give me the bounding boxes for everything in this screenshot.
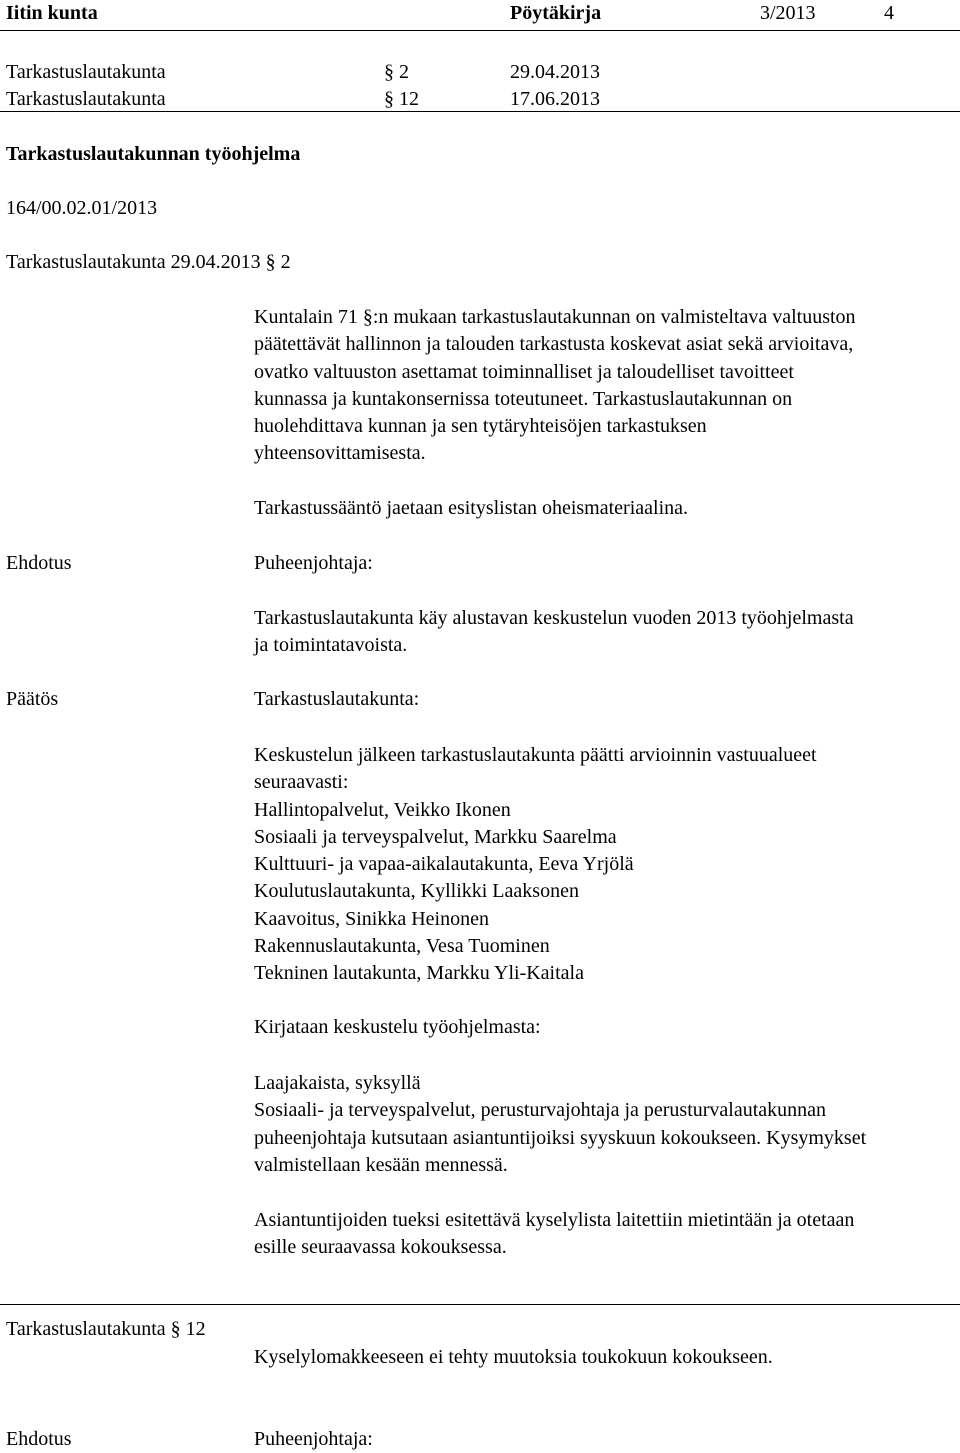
reference-section: § 12 (384, 88, 419, 110)
responsibility-item: Hallintopalvelut, Veikko Ikonen (254, 798, 511, 821)
survey-line: Asiantuntijoiden tueksi esitettävä kyselylista laitettiin mietintään ja otetaan (254, 1209, 855, 1231)
recorded-line: puheenjohtaja kutsutaan asiantuntijoiksi syyskuun kokoukseen. Kysymykset (254, 1126, 867, 1149)
decision-label: Päätös (6, 688, 59, 710)
decision-speaker: Tarkastuslautakunta: (254, 688, 420, 710)
paragraph-line: yhteensovittamisesta. (254, 442, 426, 465)
decision-line: Keskustelun jälkeen tarkastuslautakunta päätti arvioinnin vastuualueet (254, 744, 817, 766)
proposal-line: Tarkastuslautakunta käy alustavan keskustelun vuoden 2013 työohjelmasta (254, 607, 854, 629)
reference-date: 29.04.2013 (510, 61, 600, 83)
reference-date: 17.06.2013 (510, 88, 600, 110)
proposal-speaker: Puheenjohtaja: (254, 1428, 373, 1450)
page-number: 4 (884, 2, 894, 24)
survey-line: esille seuraavassa kokouksessa. (254, 1236, 507, 1259)
responsibility-item: Kulttuuri- ja vapaa-aikalautakunta, Eeva Yrjölä (254, 853, 634, 876)
paragraph-line: huolehdittava kunnan ja sen tytäryhteisöjen tarkastuksen (254, 415, 707, 438)
survey-text (254, 1207, 960, 1262)
paragraph-line: ovatko valtuuston asettamat toiminnalliset ja taloudelliset tavoitteet (254, 360, 794, 383)
proposal-label: Ehdotus (6, 1428, 72, 1450)
handling-label: Tarkastuslautakunta 29.04.2013 § 2 (6, 251, 291, 273)
recorded-line: Laajakaista, syksyllä (254, 1072, 421, 1094)
recorded-text (254, 1070, 960, 1179)
responsibility-item: Sosiaali ja terveyspalvelut, Markku Saarelma (254, 825, 617, 848)
municipality-name: Iitin kunta (6, 2, 98, 24)
decision-line: seuraavasti: (254, 771, 349, 794)
proposal-line: ja toimintatavoista. (254, 634, 408, 657)
paragraph-line: Kuntalain 71 §:n mukaan tarkastuslautakunnan on valmisteltava valtuuston (254, 306, 856, 328)
recorded-line: Sosiaali- ja terveyspalvelut, perusturvajohtaja ja perusturvalautakunnan (254, 1099, 827, 1122)
recorded-label: Kirjataan keskustelu työohjelmasta: (254, 1016, 541, 1038)
background-paragraph (254, 304, 960, 468)
responsibility-item: Rakennuslautakunta, Vesa Tuominen (254, 935, 550, 958)
record-number: 164/00.02.01/2013 (6, 197, 158, 219)
proposal-label: Ehdotus (6, 552, 72, 574)
responsibility-item: Tekninen lautakunta, Markku Yli-Kaitala (254, 962, 584, 985)
handling-label: Tarkastuslautakunta § 12 (6, 1318, 206, 1340)
section-rule (0, 1304, 960, 1305)
second-handling-text: Kyselylomakkeeseen ei tehty muutoksia toukokuun kokoukseen. (254, 1346, 773, 1368)
responsibility-item: Koulutuslautakunta, Kyllikki Laaksonen (254, 880, 579, 903)
matter-title: Tarkastuslautakunnan työohjelma (6, 143, 301, 165)
document-number: 3/2013 (760, 2, 816, 24)
reference-body: Tarkastuslautakunta (6, 61, 166, 83)
document-type: Pöytäkirja (510, 2, 602, 24)
paragraph-line: kunnassa ja kuntakonsernissa toteutuneet. Tarkastuslautakunnan on (254, 387, 793, 410)
proposal-text (254, 605, 960, 660)
paragraph-line: päätettävät hallinnon ja talouden tarkastusta koskevat asiat sekä arvioitava, (254, 333, 854, 356)
reference-body: Tarkastuslautakunta (6, 88, 166, 110)
section-rule (0, 111, 960, 112)
proposal-speaker: Puheenjohtaja: (254, 552, 373, 574)
decision-text (254, 742, 960, 988)
recorded-line: valmistellaan kesään mennessä. (254, 1153, 508, 1176)
header-rule (0, 30, 960, 31)
attachment-note: Tarkastussääntö jaetaan esityslistan oheismateriaalina. (254, 497, 689, 519)
reference-section: § 2 (384, 61, 409, 83)
responsibility-item: Kaavoitus, Sinikka Heinonen (254, 907, 489, 930)
